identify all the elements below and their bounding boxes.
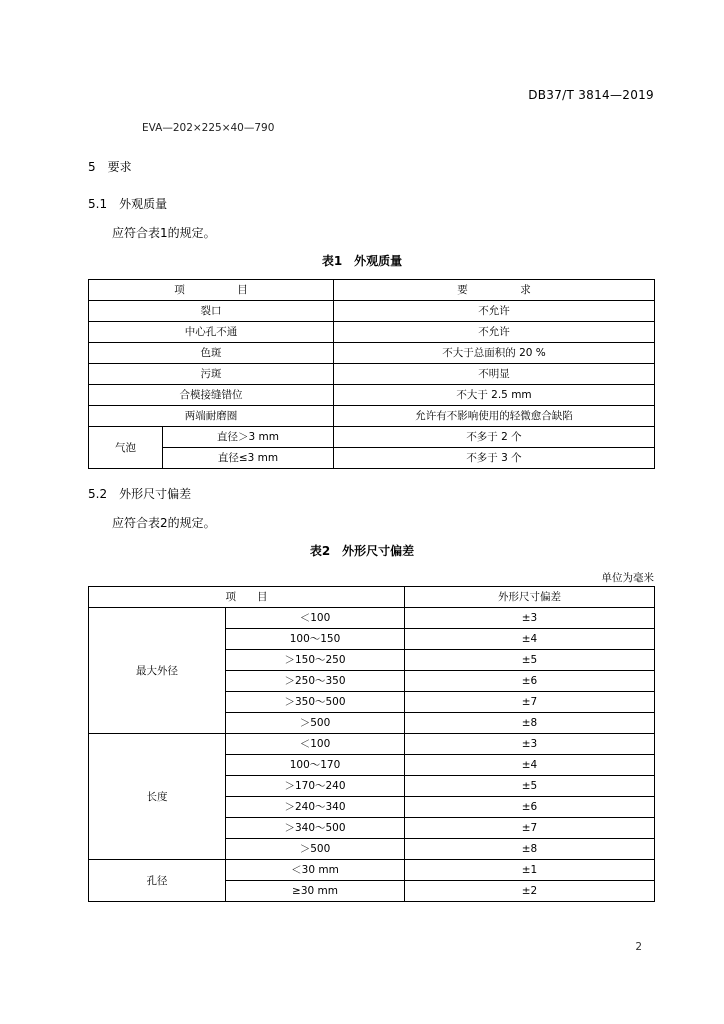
- header-requirement: 要 求: [334, 280, 655, 301]
- deviation-cell: ±5: [405, 776, 655, 797]
- range-cell: ＞500: [226, 713, 405, 734]
- table-row: [89, 860, 655, 881]
- table-row: [89, 608, 655, 629]
- group-label: 长度: [89, 734, 226, 860]
- table-header-row: [89, 587, 655, 608]
- table-row: [89, 364, 655, 385]
- dimension-deviation-table: [88, 586, 655, 902]
- deviation-cell: ±7: [405, 818, 655, 839]
- header-deviation: 外形尺寸偏差: [405, 587, 655, 608]
- requirement-cell: 不大于总面积的 20 %: [334, 343, 655, 364]
- table-row: [89, 406, 655, 427]
- condition-cell: 直径≤3 mm: [163, 448, 334, 469]
- deviation-cell: ±7: [405, 692, 655, 713]
- table-row: [89, 385, 655, 406]
- range-cell: ＜100: [226, 608, 405, 629]
- deviation-cell: ±4: [405, 629, 655, 650]
- range-cell: ＜100: [226, 734, 405, 755]
- condition-cell: 直径＞3 mm: [163, 427, 334, 448]
- range-cell: ＞240～340: [226, 797, 405, 818]
- group-label: 孔径: [89, 860, 226, 902]
- deviation-cell: ±8: [405, 713, 655, 734]
- section-5-1-heading: 5.1 外观质量: [88, 197, 168, 211]
- table1-caption: 表1 外观质量: [321, 254, 403, 268]
- item-cell: 污斑: [89, 364, 334, 385]
- requirement-cell: 不多于 3 个: [334, 448, 655, 469]
- page-number: 2: [635, 941, 642, 953]
- table-row: [89, 448, 655, 469]
- item-cell: 中心孔不通: [89, 322, 334, 343]
- item-cell: 裂口: [89, 301, 334, 322]
- deviation-cell: ±2: [405, 881, 655, 902]
- requirement-cell: 不允许: [334, 322, 655, 343]
- range-cell: ＞340～500: [226, 818, 405, 839]
- item-cell: 两端耐磨圈: [89, 406, 334, 427]
- table-header-row: [89, 280, 655, 301]
- example-code: EVA—202×225×40—790: [142, 122, 275, 134]
- section-5-2-heading: 5.2 外形尺寸偏差: [88, 487, 192, 501]
- table-row: [89, 301, 655, 322]
- range-cell: ＞170～240: [226, 776, 405, 797]
- requirement-cell: 不大于 2.5 mm: [334, 385, 655, 406]
- range-cell: 100～170: [226, 755, 405, 776]
- deviation-cell: ±8: [405, 839, 655, 860]
- range-cell: ＞250～350: [226, 671, 405, 692]
- header-item: 项 目: [89, 280, 334, 301]
- deviation-cell: ±5: [405, 650, 655, 671]
- range-cell: ＞150～250: [226, 650, 405, 671]
- requirement-cell: 允许有不影响使用的轻微愈合缺陷: [334, 406, 655, 427]
- table-row: [89, 343, 655, 364]
- standard-number: DB37/T 3814—2019: [528, 88, 654, 102]
- group-label: 最大外径: [89, 608, 226, 734]
- range-cell: ≥30 mm: [226, 881, 405, 902]
- unit-note: 单位为毫米: [601, 572, 654, 584]
- range-cell: ＞350～500: [226, 692, 405, 713]
- requirement-cell: 不多于 2 个: [334, 427, 655, 448]
- deviation-cell: ±6: [405, 671, 655, 692]
- bubble-label: 气泡: [89, 427, 163, 469]
- deviation-cell: ±1: [405, 860, 655, 881]
- requirement-cell: 不明显: [334, 364, 655, 385]
- header-item: 项 目: [89, 587, 405, 608]
- section-5-1-text: 应符合表1的规定。: [112, 226, 216, 240]
- table-row: [89, 734, 655, 755]
- range-cell: 100～150: [226, 629, 405, 650]
- section-5-2-text: 应符合表2的规定。: [112, 516, 216, 530]
- section-5-heading: 5 要求: [88, 160, 132, 174]
- range-cell: ＜30 mm: [226, 860, 405, 881]
- deviation-cell: ±3: [405, 608, 655, 629]
- deviation-cell: ±3: [405, 734, 655, 755]
- item-cell: 色斑: [89, 343, 334, 364]
- table2-caption: 表2 外形尺寸偏差: [309, 544, 415, 558]
- requirement-cell: 不允许: [334, 301, 655, 322]
- deviation-cell: ±6: [405, 797, 655, 818]
- item-cell: 合模接缝错位: [89, 385, 334, 406]
- appearance-quality-table: [88, 279, 655, 469]
- deviation-cell: ±4: [405, 755, 655, 776]
- range-cell: ＞500: [226, 839, 405, 860]
- table-row: [89, 427, 655, 448]
- table-row: [89, 322, 655, 343]
